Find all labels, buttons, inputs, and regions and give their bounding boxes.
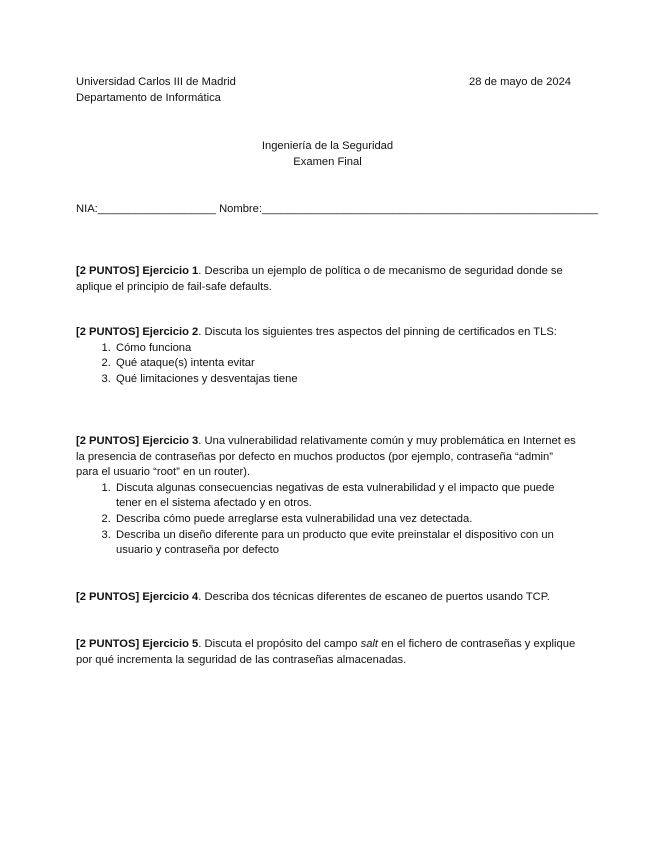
list-item: 2. Qué ataque(s) intenta evitar	[114, 356, 578, 372]
exercise-4-heading: [2 PUNTOS] Ejercicio 4	[76, 591, 199, 603]
university-name: Universidad Carlos III de Madrid	[76, 76, 236, 88]
header-institution	[76, 75, 236, 106]
exercise-2	[76, 325, 578, 387]
exercise-5-text-after: en el fichero de contraseñas y explique por qué incrementa la seguridad de las contraseñas almacenadas.	[76, 638, 576, 666]
list-item: 3. Describa un diseño diferente para un producto que evite preinstalar el dispositivo con un usuario y contraseña por defecto	[114, 528, 578, 559]
nia-blank: ___________________	[97, 203, 216, 215]
exercise-2-list	[76, 341, 578, 388]
salt-term: salt	[360, 638, 379, 650]
student-fields	[76, 202, 598, 218]
exam-date: 28 de mayo de 2024	[469, 76, 572, 88]
nia-label: NIA:	[76, 203, 98, 215]
department-name: Departamento de Informática	[76, 91, 221, 104]
list-item: 2. Describa cómo puede arreglarse esta vulnerabilidad una vez detectada.	[114, 512, 578, 528]
name-label: Nombre:	[219, 203, 262, 215]
exercise-1	[76, 264, 578, 295]
exam-title: Examen Final	[293, 156, 362, 168]
exercise-3-heading: [2 PUNTOS] Ejercicio 3	[76, 435, 199, 447]
exercise-4	[76, 590, 578, 606]
list-item: 3. Qué limitaciones y desventajas tiene	[114, 372, 578, 388]
exercise-2-text: . Discuta los siguientes tres aspectos del pinning de certificados en TLS:	[198, 326, 557, 338]
exercise-3	[76, 434, 578, 559]
exercise-3-list	[76, 481, 578, 559]
exercise-5-heading: [2 PUNTOS] Ejercicio 5	[76, 638, 199, 650]
exercise-3-text: . Una vulnerabilidad relativamente común y muy problemática en Internet es la presencia de contraseñas por defecto en muchos productos (por ejemplo, contraseña “admin” para el usuario “root” en un router).	[76, 435, 576, 479]
course-title: Ingeniería de la Seguridad	[261, 140, 394, 152]
exercise-1-heading: [2 PUNTOS] Ejercicio 1	[76, 265, 199, 277]
exercise-1-text: . Describa un ejemplo de política o de mecanismo de seguridad donde se aplique el principio de fail-safe defaults.	[76, 265, 563, 293]
name-blank: ______________________________________________________	[262, 203, 598, 215]
exercise-5	[76, 637, 578, 668]
exercise-5-text-before: . Discuta el propósito del campo	[198, 638, 361, 650]
exercise-4-text: . Describa dos técnicas diferentes de escaneo de puertos usando TCP.	[198, 591, 550, 603]
list-item: 1. Discuta algunas consecuencias negativas de esta vulnerabilidad y el impacto que puede tener en el sistema afectado y en otros.	[114, 481, 578, 512]
exercise-2-heading: [2 PUNTOS] Ejercicio 2	[76, 326, 199, 338]
list-item: 1. Cómo funciona	[114, 341, 578, 357]
